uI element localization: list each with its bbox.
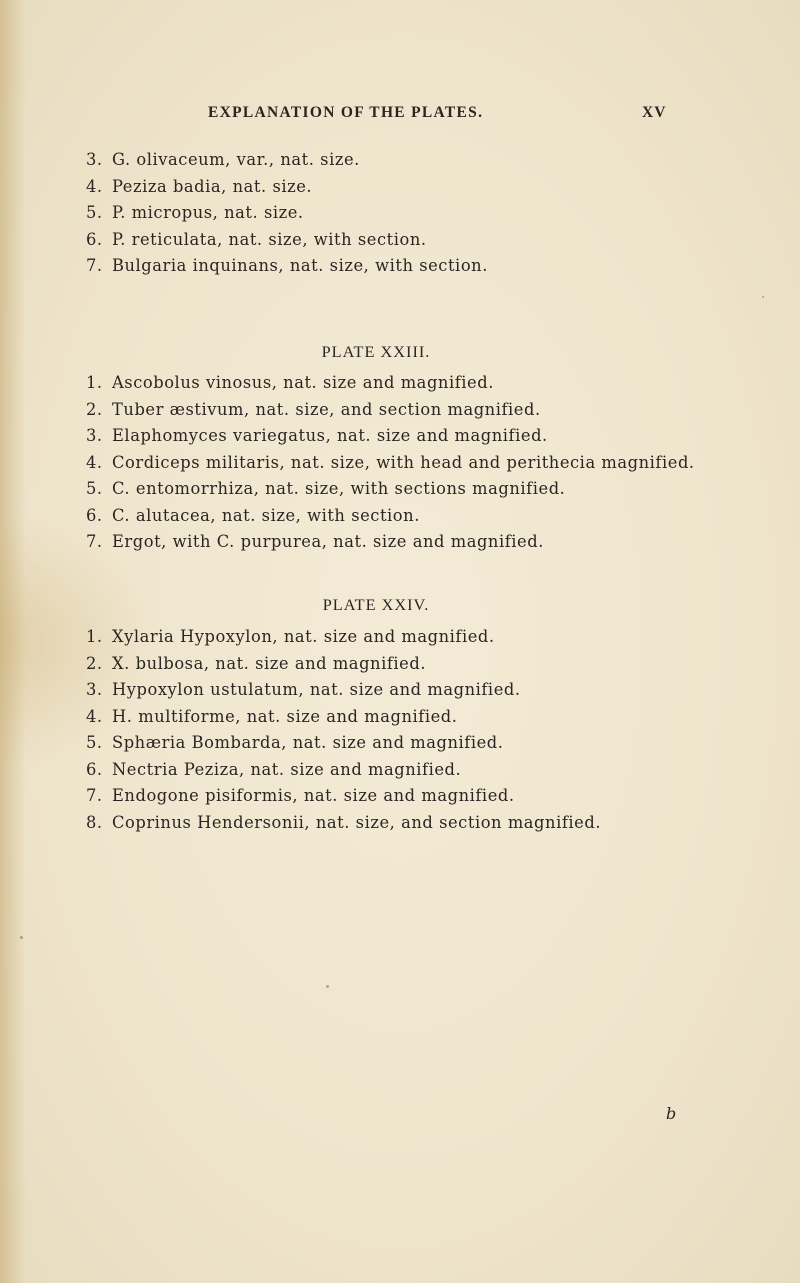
item-number: 6. xyxy=(86,229,103,249)
item-text: Peziza badia, nat. size. xyxy=(112,176,313,196)
list-item xyxy=(86,399,695,426)
plate-xxiii-list xyxy=(86,372,695,558)
item-number: 5. xyxy=(86,479,103,498)
item-number: 4. xyxy=(86,452,103,472)
list-item xyxy=(86,505,695,532)
item-number: 5. xyxy=(86,203,103,222)
item-number: 4. xyxy=(86,706,103,726)
item-text: Xylaria Hypoxylon, nat. size and magnified. xyxy=(112,627,495,646)
list-item xyxy=(86,706,601,733)
list-item xyxy=(86,812,601,839)
item-text: P. micropus, nat. size. xyxy=(112,203,304,222)
list-item xyxy=(86,202,488,229)
item-text: Hypoxylon ustulatum, nat. size and magnified. xyxy=(112,680,521,699)
list-item xyxy=(86,229,488,256)
item-number: 3. xyxy=(86,426,103,445)
item-number: 5. xyxy=(86,733,103,752)
item-text: X. bulbosa, nat. size and magnified. xyxy=(112,653,427,673)
list-item xyxy=(86,149,488,176)
list-item xyxy=(86,255,488,282)
item-number: 8. xyxy=(86,812,103,832)
item-text: C. alutacea, nat. size, with section. xyxy=(112,505,420,525)
item-text: Cordiceps militaris, nat. size, with head and perithecia magnified. xyxy=(112,452,695,472)
plate-heading-text: PLATE XXIV. xyxy=(322,595,430,614)
plate-xxiv-list xyxy=(86,626,601,838)
item-text: Coprinus Hendersonii, nat. size, and section magnified. xyxy=(112,812,602,832)
running-head xyxy=(0,104,800,128)
item-number: 6. xyxy=(86,759,103,779)
list-item xyxy=(86,531,695,558)
item-number: 3. xyxy=(86,150,103,169)
list-item xyxy=(86,759,601,786)
list-item xyxy=(86,372,695,399)
item-number: 6. xyxy=(86,505,103,525)
item-number: 7. xyxy=(86,256,103,275)
item-number: 7. xyxy=(86,786,103,805)
list-item xyxy=(86,176,488,203)
list-item xyxy=(86,478,695,505)
item-number: 3. xyxy=(86,680,103,699)
item-text: H. multiforme, nat. size and magnified. xyxy=(112,706,458,726)
plate-heading-xxiii xyxy=(0,342,800,362)
item-number: 1. xyxy=(86,627,103,646)
item-text: G. olivaceum, var., nat. size. xyxy=(112,150,360,169)
item-number: 2. xyxy=(86,653,103,673)
item-text: Tuber æstivum, nat. size, and section magnified. xyxy=(112,399,541,419)
item-text: Endogone pisiformis, nat. size and magnified. xyxy=(112,786,515,805)
gutter-shadow xyxy=(0,0,26,1283)
page-number: XV xyxy=(642,104,667,121)
list-item xyxy=(86,626,601,653)
item-text: P. reticulata, nat. size, with section. xyxy=(112,229,427,249)
item-number: 4. xyxy=(86,176,103,196)
item-text: Ergot, with C. purpurea, nat. size and magnified. xyxy=(112,532,544,551)
list-item xyxy=(86,732,601,759)
plate-heading-text: PLATE XXIII. xyxy=(321,342,431,361)
list-item xyxy=(86,785,601,812)
list-item xyxy=(86,452,695,479)
continued-plate-list xyxy=(86,149,488,282)
item-number: 1. xyxy=(86,373,103,392)
item-text: C. entomorrhiza, nat. size, with sections magnified. xyxy=(112,479,566,498)
item-number: 2. xyxy=(86,399,103,419)
item-text: Elaphomyces variegatus, nat. size and magnified. xyxy=(112,426,548,445)
paper-speck xyxy=(326,985,329,988)
item-text: Sphæria Bombarda, nat. size and magnified. xyxy=(112,733,504,752)
item-text: Bulgaria inquinans, nat. size, with section. xyxy=(112,256,488,275)
running-head-title: EXPLANATION OF THE PLATES. xyxy=(208,104,484,121)
list-item xyxy=(86,653,601,680)
item-number: 7. xyxy=(86,532,103,551)
item-text: Ascobolus vinosus, nat. size and magnified. xyxy=(112,373,494,392)
list-item xyxy=(86,679,601,706)
signature-mark: b xyxy=(666,1104,677,1123)
paper-speck xyxy=(20,936,23,939)
item-text: Nectria Peziza, nat. size and magnified. xyxy=(112,759,462,779)
list-item xyxy=(86,425,695,452)
paper-speck xyxy=(762,296,764,298)
plate-heading-xxiv xyxy=(0,595,800,615)
